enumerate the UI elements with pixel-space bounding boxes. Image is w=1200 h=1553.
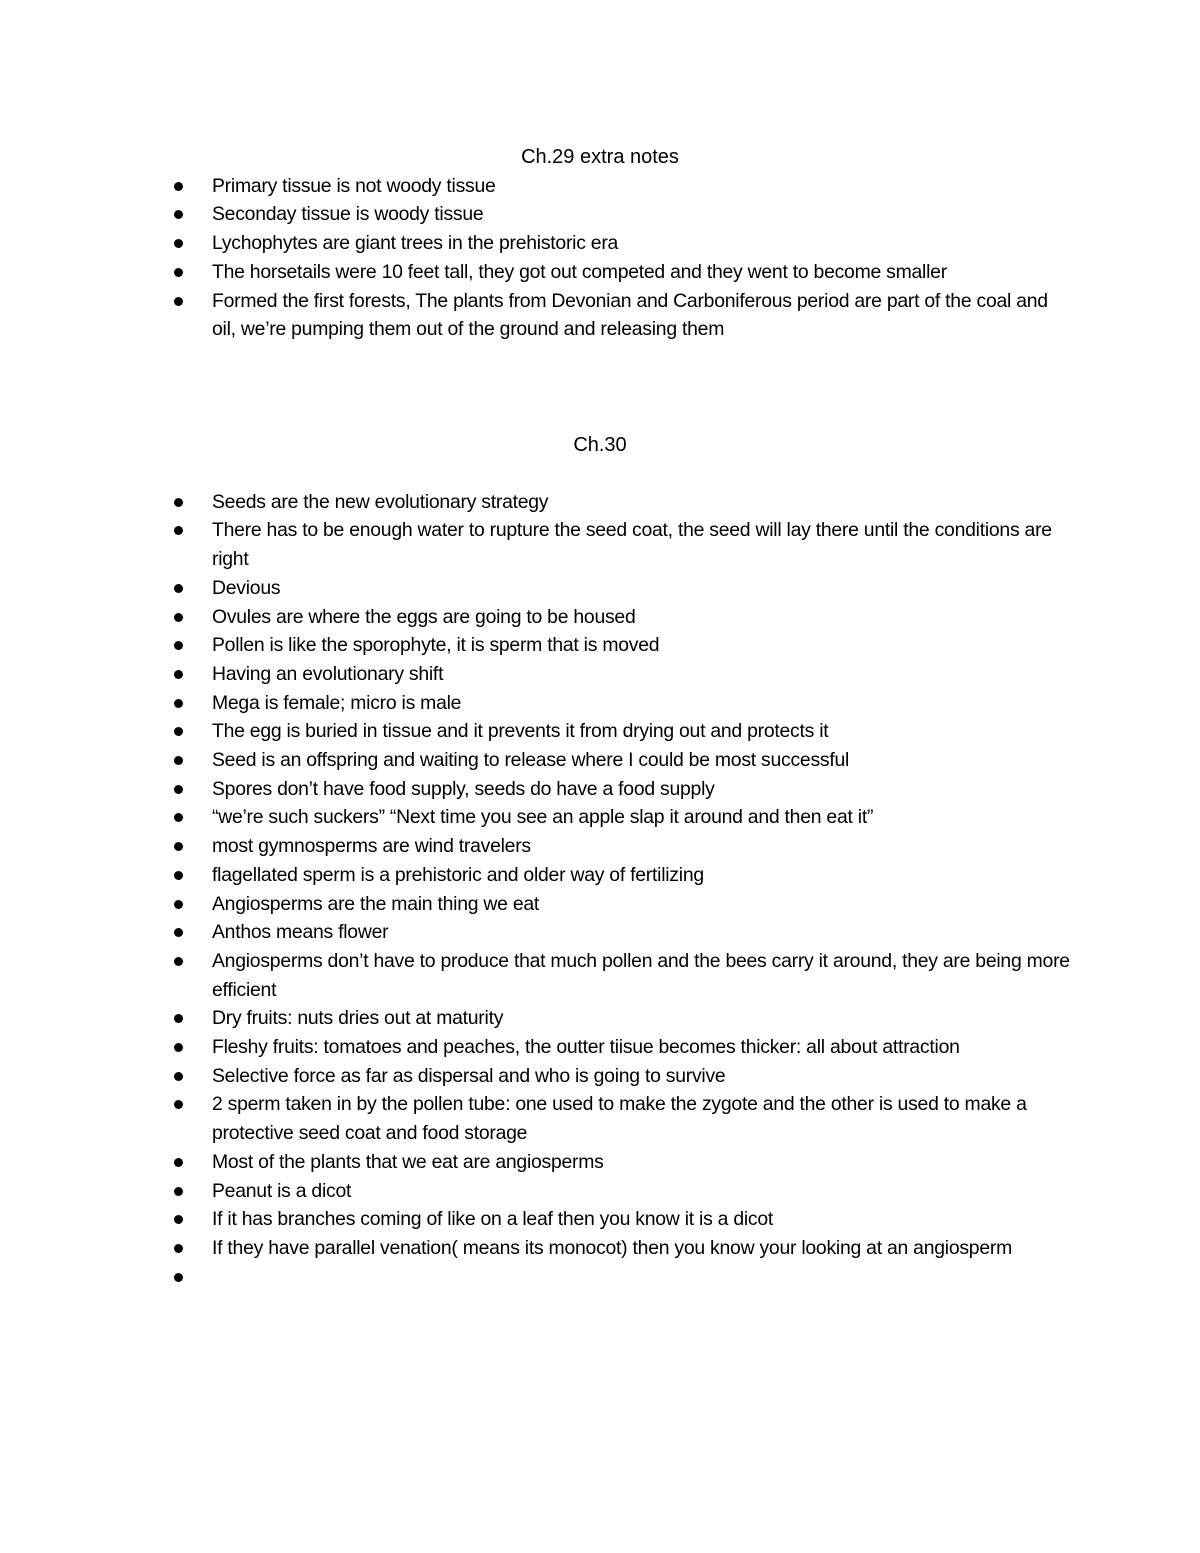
bullet-list xyxy=(0,488,1200,1292)
list-item xyxy=(212,1263,1072,1292)
list-item-text: Pollen is like the sporophyte, it is sperm that is moved xyxy=(212,634,660,657)
list-item-text: Seeds are the new evolutionary strategy xyxy=(212,490,549,513)
bullet-icon xyxy=(174,1215,183,1224)
list-item-text: Seconday tissue is woody tissue xyxy=(212,203,484,226)
bullet-icon xyxy=(174,699,183,708)
list-item xyxy=(212,1234,1072,1263)
bullet-icon xyxy=(174,584,183,593)
bullet-list xyxy=(0,172,1200,344)
list-item-text: Formed the first forests, The plants from Devonian and Carboniferous period are part of the coal and oil, we’re pumping them out of the ground and releasing them xyxy=(212,289,1048,341)
list-item-text: Lychophytes are giant trees in the prehistoric era xyxy=(212,232,619,255)
bullet-icon xyxy=(174,670,183,679)
bullet-icon xyxy=(174,727,183,736)
list-item-text: “we’re such suckers” “Next time you see an apple slap it around and then eat it” xyxy=(212,806,874,829)
list-item xyxy=(212,1148,1072,1177)
section-heading: Ch.29 extra notes xyxy=(521,146,679,168)
bullet-icon xyxy=(174,268,183,277)
list-item-text: Selective force as far as dispersal and who is going to survive xyxy=(212,1064,726,1087)
bullet-icon xyxy=(174,1043,183,1052)
bullet-icon xyxy=(174,1187,183,1196)
list-item xyxy=(212,1004,1072,1033)
list-item-text: The egg is buried in tissue and it prevents it from drying out and protects it xyxy=(212,720,829,743)
list-item-text: Peanut is a dicot xyxy=(212,1179,352,1202)
list-item-text: If it has branches coming of like on a leaf then you know it is a dicot xyxy=(212,1208,774,1231)
bullet-icon xyxy=(174,210,183,219)
bullet-icon xyxy=(174,871,183,880)
list-item xyxy=(212,717,1072,746)
bullet-icon xyxy=(174,641,183,650)
list-item xyxy=(212,1177,1072,1206)
list-item xyxy=(212,861,1072,890)
bullet-icon xyxy=(174,1244,183,1253)
list-item xyxy=(212,287,1072,344)
list-item xyxy=(212,832,1072,861)
list-item-text: Primary tissue is not woody tissue xyxy=(212,174,496,197)
list-item xyxy=(212,660,1072,689)
list-item xyxy=(212,603,1072,632)
list-item xyxy=(212,947,1072,1004)
list-item-text: 2 sperm taken in by the pollen tube: one used to make the zygote and the other is used to make a protective seed coat and food storage xyxy=(212,1093,1027,1145)
list-item-text: Most of the plants that we eat are angiosperms xyxy=(212,1150,604,1173)
list-item xyxy=(212,918,1072,947)
list-item-text: Anthos means flower xyxy=(212,921,389,944)
bullet-icon xyxy=(174,1072,183,1081)
list-item xyxy=(212,803,1072,832)
list-item-text: If they have parallel venation( means its monocot) then you know your looking at an angiosperm xyxy=(212,1236,1012,1259)
list-item-text: most gymnosperms are wind travelers xyxy=(212,835,531,858)
list-item-text: Spores don’t have food supply, seeds do have a food supply xyxy=(212,777,715,800)
bullet-icon xyxy=(174,1014,183,1023)
list-item xyxy=(212,746,1072,775)
bullet-icon xyxy=(174,785,183,794)
list-item xyxy=(212,631,1072,660)
list-item xyxy=(212,488,1072,517)
bullet-icon xyxy=(174,182,183,191)
list-item xyxy=(212,229,1072,258)
bullet-icon xyxy=(174,613,183,622)
list-item-text: The horsetails were 10 feet tall, they got out competed and they went to become smaller xyxy=(212,260,947,283)
bullet-icon xyxy=(174,957,183,966)
list-item-text: Fleshy fruits: tomatoes and peaches, the outter tiisue becomes thicker: all about attraction xyxy=(212,1036,960,1059)
section-heading: Ch.30 xyxy=(573,434,627,456)
list-item-text: Ovules are where the eggs are going to be housed xyxy=(212,605,636,628)
list-item xyxy=(212,890,1072,919)
list-item xyxy=(212,1062,1072,1091)
list-item xyxy=(212,1090,1072,1147)
list-item-text: Angiosperms are the main thing we eat xyxy=(212,892,540,915)
list-item xyxy=(212,516,1072,573)
bullet-icon xyxy=(174,842,183,851)
list-item xyxy=(212,574,1072,603)
bullet-icon xyxy=(174,498,183,507)
bullet-icon xyxy=(174,900,183,909)
list-item xyxy=(212,200,1072,229)
list-item-text xyxy=(212,1263,1072,1292)
list-item-text: flagellated sperm is a prehistoric and older way of fertilizing xyxy=(212,863,704,886)
bullet-icon xyxy=(174,813,183,822)
section-ch30 xyxy=(0,431,1200,1291)
list-item-text: Devious xyxy=(212,576,281,599)
list-item-text: Angiosperms don’t have to produce that much pollen and the bees carry it around, they are being more efficient xyxy=(212,949,1070,1001)
list-item-text: There has to be enough water to rupture the seed coat, the seed will lay there until the conditions are right xyxy=(212,519,1052,571)
list-item-text: Mega is female; micro is male xyxy=(212,691,462,714)
bullet-icon xyxy=(174,1273,183,1282)
bullet-icon xyxy=(174,239,183,248)
bullet-icon xyxy=(174,756,183,765)
list-item xyxy=(212,775,1072,804)
list-item xyxy=(212,172,1072,201)
list-item xyxy=(212,689,1072,718)
list-item xyxy=(212,258,1072,287)
list-item-text: Dry fruits: nuts dries out at maturity xyxy=(212,1007,504,1030)
list-item xyxy=(212,1205,1072,1234)
bullet-icon xyxy=(174,1100,183,1109)
list-item-text: Seed is an offspring and waiting to release where I could be most successful xyxy=(212,749,850,772)
list-item-text: Having an evolutionary shift xyxy=(212,662,444,685)
bullet-icon xyxy=(174,297,183,306)
bullet-icon xyxy=(174,928,183,937)
list-item xyxy=(212,1033,1072,1062)
bullet-icon xyxy=(174,1158,183,1167)
bullet-icon xyxy=(174,526,183,535)
section-ch29 xyxy=(0,143,1200,344)
